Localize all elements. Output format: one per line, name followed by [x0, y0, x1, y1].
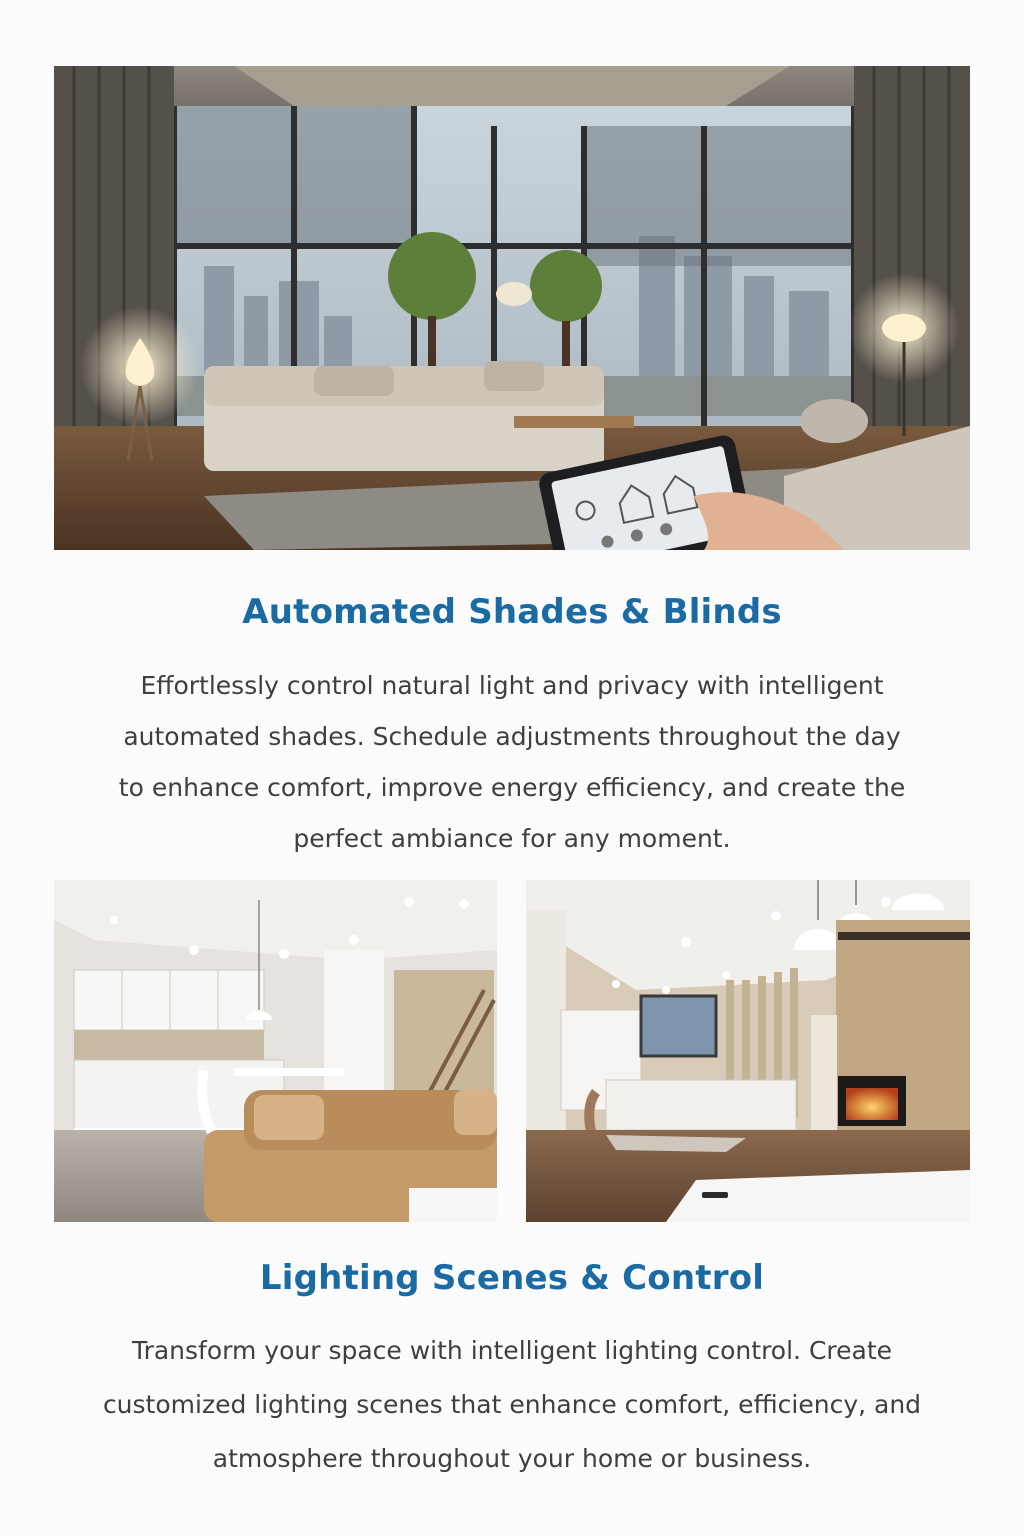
hero-image: [54, 66, 970, 550]
body-line: automated shades. Schedule adjustments throughout the day: [123, 722, 901, 751]
kitchen-living-image: [54, 880, 497, 1222]
section-title-shades: Automated Shades & Blinds: [242, 592, 782, 632]
body-line: Effortlessly control natural light and privacy with intelligent: [140, 671, 884, 700]
section-body-shades: [0, 660, 1024, 864]
body-line: customized lighting scenes that enhance comfort, efficiency, and: [102, 1390, 922, 1419]
body-line: atmosphere throughout your home or business.: [212, 1444, 812, 1473]
body-line: to enhance comfort, improve energy efficiency, and create the: [118, 773, 906, 802]
section-body-lighting: [0, 1324, 1024, 1486]
fireplace-living-image: [526, 880, 970, 1222]
section-title-lighting: Lighting Scenes & Control: [259, 1258, 765, 1298]
body-line: perfect ambiance for any moment.: [293, 824, 731, 853]
body-line: Transform your space with intelligent lighting control. Create: [131, 1336, 893, 1365]
